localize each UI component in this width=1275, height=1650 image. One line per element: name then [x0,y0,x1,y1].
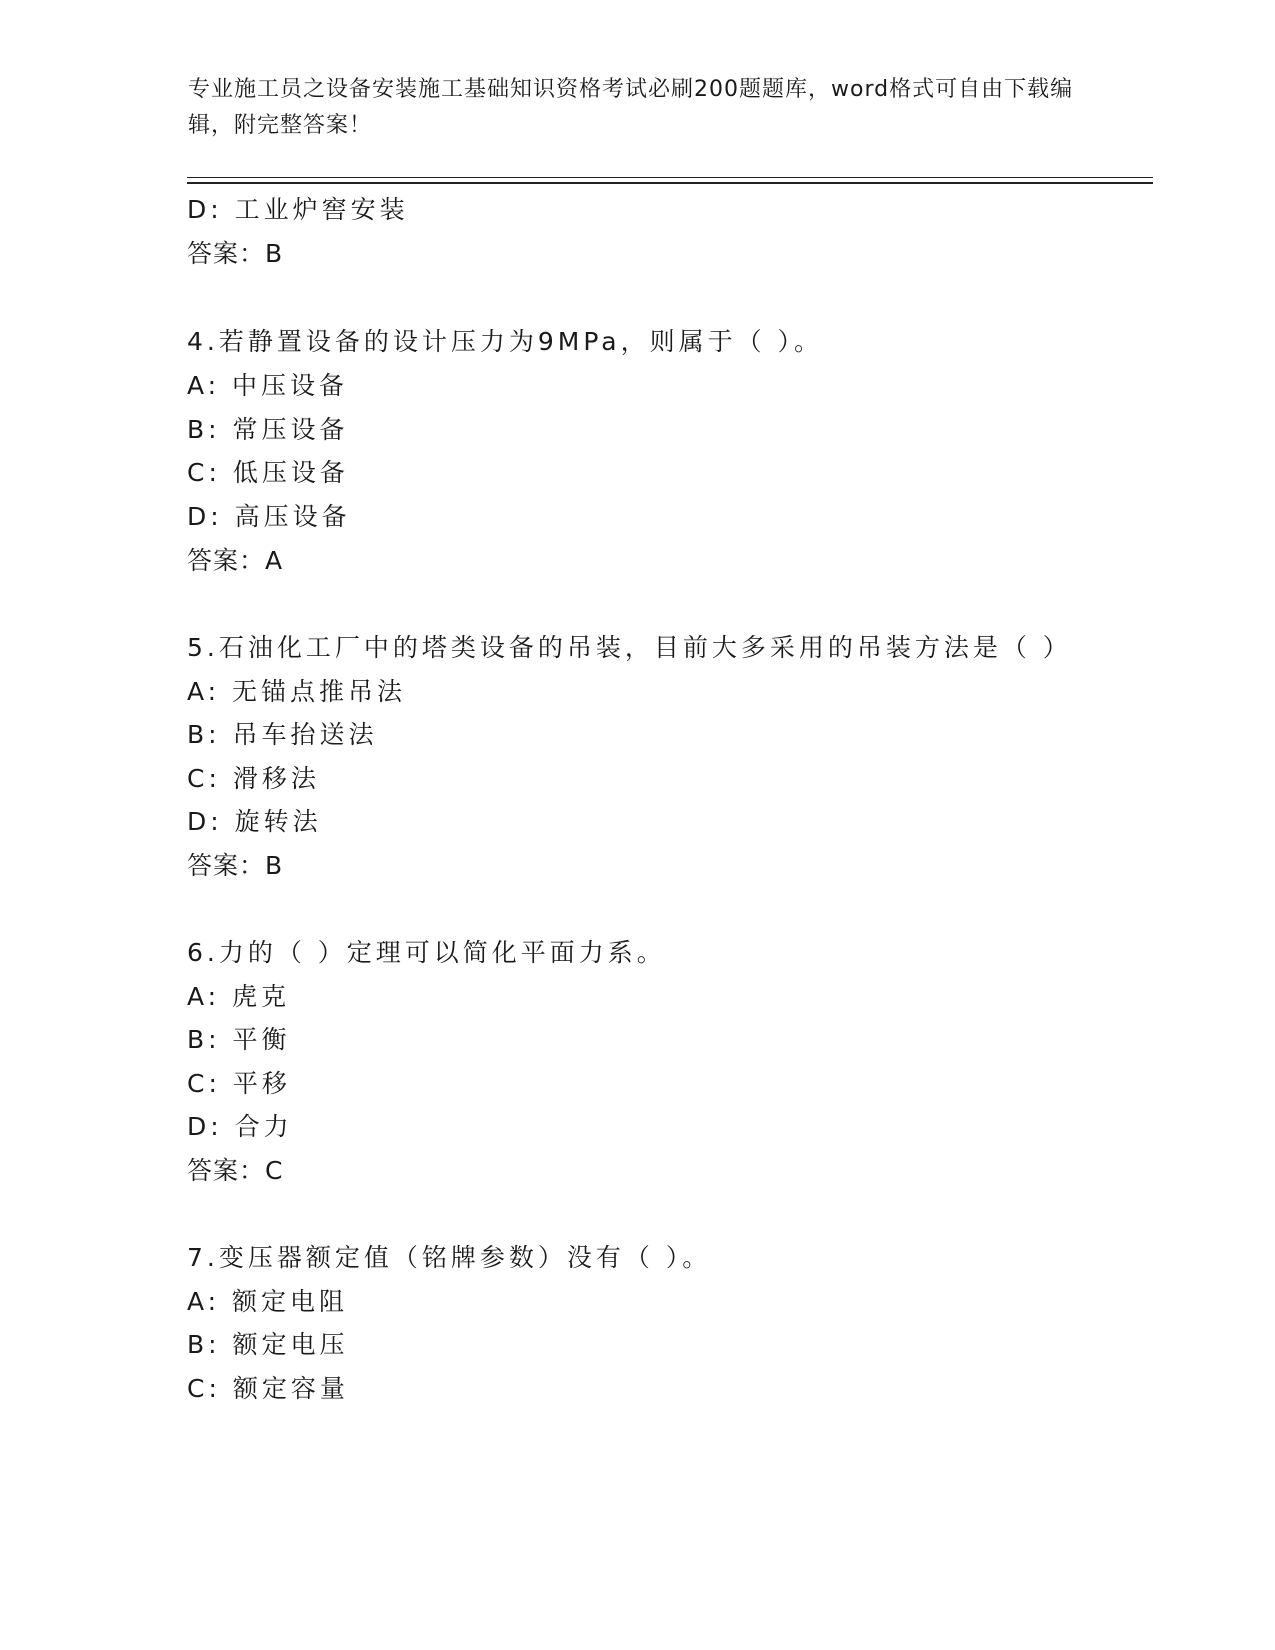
document-header: 专业施工员之设备安装施工基础知识资格考试必刷200题题库，word格式可自由下载编辑，附完整答案！ [188,77,1074,138]
answer: 答案：B [187,239,284,268]
option-b: B: 平衡 [187,1025,291,1054]
option-d: D: 旋转法 [187,807,322,836]
option-d: D: 工业炉窖安装 [187,195,409,224]
question-4: 4.若静置设备的设计压力为9MPa，则属于（ ）。 [187,327,824,356]
question-6: 6.力的（ ）定理可以简化平面力系。 [187,938,666,967]
header-rule-thick [187,182,1153,184]
option-b: B: 常压设备 [187,415,349,444]
option-d: D: 合力 [187,1112,293,1141]
option-c: C: 额定容量 [187,1374,349,1403]
question-7: 7.变压器额定值（铭牌参数）没有（ ）。 [187,1243,712,1272]
option-a: A: 虎克 [187,982,291,1011]
option-c: C: 低压设备 [187,458,349,487]
option-c: C: 平移 [187,1069,291,1098]
option-b: B: 吊车抬送法 [187,720,378,749]
answer: 答案：C [187,1156,284,1185]
question-5: 5.石油化工厂中的塔类设备的吊装，目前大多采用的吊装方法是（ ） [187,633,1072,662]
option-a: A: 中压设备 [187,371,349,400]
option-b: B: 额定电压 [187,1330,349,1359]
option-d: D: 高压设备 [187,502,351,531]
option-c: C: 滑移法 [187,764,320,793]
header-rule-thin [187,177,1153,178]
option-a: A: 无锚点推吊法 [187,677,407,706]
answer: 答案：A [187,546,284,575]
answer: 答案：B [187,851,284,880]
option-a: A: 额定电阻 [187,1287,349,1316]
